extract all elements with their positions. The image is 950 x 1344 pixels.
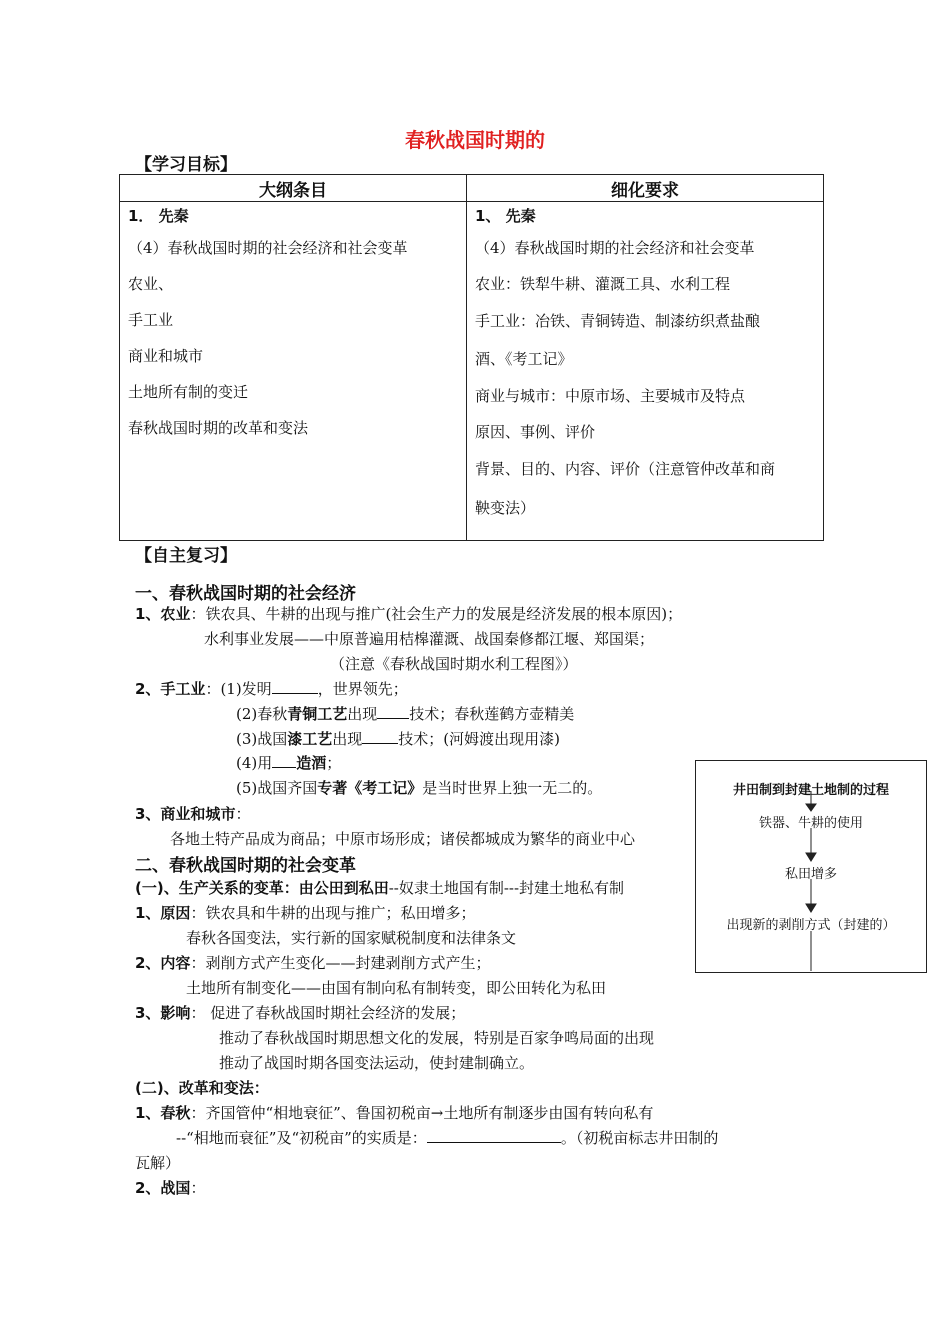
effect-text: ： 促进了春秋战国时期社会经济的发展； xyxy=(190,1004,466,1022)
cause-text: ：铁农具和牛耕的出现与推广；私田增多； xyxy=(190,904,476,922)
page-title: 春秋战国时期的 xyxy=(405,128,545,152)
requirement-line: 农业：铁犁牛耕、灌溉工具、水利工程 xyxy=(475,275,731,293)
relations-subheading-bold: (一)、生产关系的变革：由公田到私田 xyxy=(135,879,389,897)
spring-line-3: 瓦解） xyxy=(135,1154,181,1172)
spring-line-2 xyxy=(176,1127,718,1148)
reform-subheading: (二)、改革和变法： xyxy=(135,1079,269,1097)
learning-goals-heading: 【学习目标】 xyxy=(135,155,237,175)
requirement-line: 鞅变法） xyxy=(475,499,536,517)
trade-line xyxy=(135,803,250,824)
flowchart-title: 井田制到封建土地制的过程 xyxy=(732,783,889,798)
trade-colon: ： xyxy=(235,805,251,823)
craft-text: 技术；(河姆渡出现用漆) xyxy=(398,730,560,748)
requirements-header: 细化要求 xyxy=(467,175,824,202)
craft-line-2 xyxy=(236,703,574,724)
craft-text: (5)战国齐国 xyxy=(236,779,318,797)
content-text: ：剥削方式产生变化——封建剥削方式产生； xyxy=(190,954,491,972)
flow-arrow-head xyxy=(806,904,816,912)
craft-text: (4)用 xyxy=(236,754,273,772)
craft-line-1 xyxy=(135,678,408,699)
cause-line xyxy=(135,902,475,923)
fill-blank[interactable] xyxy=(362,729,398,744)
requirement-line: 酒、《考工记》 xyxy=(475,350,573,368)
craft-line-5 xyxy=(236,777,602,798)
craft-line-4 xyxy=(236,752,341,773)
requirement-line: 商业与城市：中原市场、主要城市及特点 xyxy=(475,387,746,405)
craft-text: 出现 xyxy=(347,705,378,723)
warring-label: 2、战国 xyxy=(135,1179,191,1197)
craft-text: ：(1)发明 xyxy=(205,680,272,698)
requirement-line: 1、 先秦 xyxy=(475,207,536,225)
spring-label: 1、春秋 xyxy=(135,1104,191,1122)
requirement-line: 手工业：冶铁、青铜铸造、制漆纺织煮盐酿 xyxy=(475,312,761,330)
craft-emphasis: 青铜工艺 xyxy=(287,705,348,723)
requirements-cell xyxy=(467,202,824,541)
cause-line-2: 春秋各国变法，实行新的国家赋税制度和法律条文 xyxy=(186,929,517,947)
craft-emphasis: 造酒 xyxy=(296,754,327,772)
effect-line-2: 推动了春秋战国时期思想文化的发展，特别是百家争鸣局面的出现 xyxy=(219,1029,655,1047)
craft-text: (3)战国 xyxy=(236,730,288,748)
spring-text: 。（初税亩标志井田制的 xyxy=(560,1129,719,1147)
outline-line: 手工业 xyxy=(128,311,174,329)
agriculture-line xyxy=(135,603,682,624)
spring-text: --“相地而衰征”及“初税亩”的实质是： xyxy=(176,1129,427,1147)
relations-subheading-text: --奴隶土地国有制---封建土地私有制 xyxy=(388,879,625,897)
fill-blank[interactable] xyxy=(377,704,409,719)
craft-emphasis: 漆工艺 xyxy=(287,730,333,748)
agriculture-text: ：铁农具、牛耕的出现与推广(社会生产力的发展是经济发展的根本原因)； xyxy=(190,605,683,623)
outline-cell xyxy=(120,202,467,541)
outline-line: 土地所有制的变迁 xyxy=(128,383,249,401)
trade-label: 3、商业和城市 xyxy=(135,805,236,823)
flow-arrow-head xyxy=(806,804,816,811)
outline-header: 大纲条目 xyxy=(120,175,467,202)
craft-text: ，世界领先； xyxy=(317,680,408,698)
fill-blank[interactable] xyxy=(272,753,296,768)
outline-line: （4）春秋战国时期的社会经济和社会变革 xyxy=(128,239,408,257)
outline-line: 1． 先秦 xyxy=(128,207,189,225)
flow-step: 私田增多 xyxy=(784,867,837,882)
flow-step: 铁器、牛耕的使用 xyxy=(758,816,863,831)
agriculture-line-2: 水利事业发展——中原普遍用桔槔灌溉、战国秦修都江堰、郑国渠； xyxy=(204,630,655,648)
requirement-line: 原因、事例、评价 xyxy=(475,423,596,441)
fill-blank[interactable] xyxy=(427,1128,561,1143)
self-review-heading: 【自主复习】 xyxy=(135,546,237,566)
content-line xyxy=(135,952,490,973)
content-label: 2、内容 xyxy=(135,954,191,972)
outline-line: 春秋战国时期的改革和变法 xyxy=(128,419,309,437)
craft-emphasis: 专著《考工记》 xyxy=(317,779,423,797)
craft-text: 是当时世界上独一无二的。 xyxy=(422,779,603,797)
cause-label: 1、原因 xyxy=(135,904,191,922)
content-line-2: 土地所有制变化——由国有制向私有制转变，即公田转化为私田 xyxy=(186,979,607,997)
trade-text: 各地土特产品成为商品；中原市场形成；诸侯都城成为繁华的商业中心 xyxy=(170,830,636,848)
effect-line-3: 推动了战国时期各国变法运动，使封建制确立。 xyxy=(219,1054,535,1072)
effect-label: 3、影响 xyxy=(135,1004,191,1022)
goals-table xyxy=(119,174,824,541)
section1-title: 一、春秋战国时期的社会经济 xyxy=(135,584,356,604)
craft-text: 技术；春秋莲鹤方壶精美 xyxy=(409,705,575,723)
warring-colon: ： xyxy=(190,1179,206,1197)
spring-text: ：齐国管仲“相地衰征”、鲁国初税亩→土地所有制逐步由国有转向私有 xyxy=(190,1104,654,1122)
section2-title: 二、春秋战国时期的社会变革 xyxy=(135,856,356,876)
effect-line xyxy=(135,1002,465,1023)
outline-line: 商业和城市 xyxy=(128,347,204,365)
relations-subheading xyxy=(135,877,624,898)
requirement-line: 背景、目的、内容、评价（注意管仲改革和商 xyxy=(475,460,776,478)
craft-text: 出现 xyxy=(332,730,363,748)
agriculture-line-3: （注意《春秋战国时期水利工程图》） xyxy=(330,655,578,673)
warring-line xyxy=(135,1177,205,1198)
requirement-line: （4）春秋战国时期的社会经济和社会变革 xyxy=(475,239,755,257)
flow-arrows xyxy=(696,761,926,972)
spring-line xyxy=(135,1102,653,1123)
flow-arrow-head xyxy=(806,853,816,861)
land-system-flowchart xyxy=(695,760,927,973)
agriculture-label: 1、农业 xyxy=(135,605,191,623)
fill-blank[interactable] xyxy=(272,679,318,694)
craft-label: 2、手工业 xyxy=(135,680,206,698)
outline-line: 农业、 xyxy=(128,275,174,293)
craft-line-3 xyxy=(236,728,560,749)
craft-text: ； xyxy=(326,754,342,772)
flow-step: 出现新的剥削方式（封建的） xyxy=(726,918,896,933)
craft-text: (2)春秋 xyxy=(236,705,288,723)
